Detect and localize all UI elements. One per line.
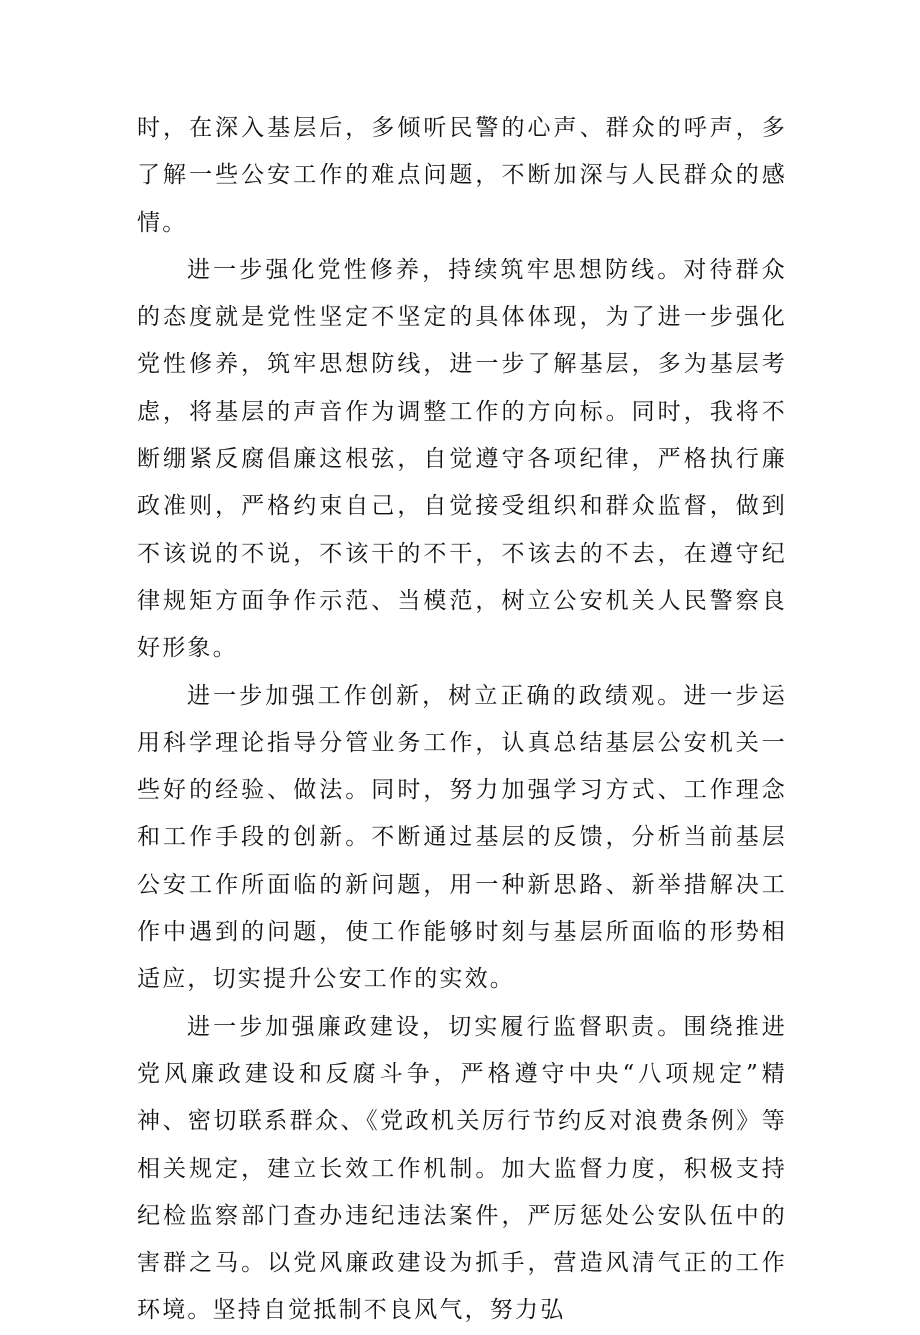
paragraph-clean-government: 进一步加强廉政建设，切实履行监督职责。围绕推进党风廉政建设和反腐斗争，严格遵守中央“八项规定”精神、密切联系群众、《党政机关厉行节约反对浪费条例》等相关规定，建立长效工作机制。加大监督力度，积极支持纪检监察部门查办违纪违法案件，严厉惩处公安队伍中的害群之马。以党风廉政建设为抓手，营造风清气正的工作环境。坚持自觉抵制不良风气，努力弘 xyxy=(137,1013,787,1324)
paragraph-work-innovation: 进一步加强工作创新，树立正确的政绩观。进一步运用科学理论指导分管业务工作，认真总结基层公安机关一些好的经验、做法。同时，努力加强学习方式、工作理念和工作手段的创新。不断通过基层的反馈，分析当前基层公安工作所面临的新问题，用一种新思路、新举措解决工作中遇到的问题，使工作能够时刻与基层所面临的形势相适应，切实提升公安工作的实效。 xyxy=(137,682,787,993)
paragraph-party-spirit: 进一步强化党性修养，持续筑牢思想防线。对待群众的态度就是党性坚定不坚定的具体体现，为了进一步强化党性修养，筑牢思想防线，进一步了解基层，多为基层考虑，将基层的声音作为调整工作的方向标。同时，我将不断绷紧反腐倡廉这根弦，自觉遵守各项纪律，严格执行廉政准则，严格约束自己，自觉接受组织和群众监督，做到不该说的不说，不该干的不干，不该去的不去，在遵守纪律规矩方面争作示范、当模范，树立公安机关人民警察良好形象。 xyxy=(137,256,787,662)
paragraph-continuation: 时，在深入基层后，多倾听民警的心声、群众的呼声，多了解一些公安工作的难点问题，不断加深与人民群众的感情。 xyxy=(137,115,787,236)
document-body xyxy=(137,105,787,1335)
